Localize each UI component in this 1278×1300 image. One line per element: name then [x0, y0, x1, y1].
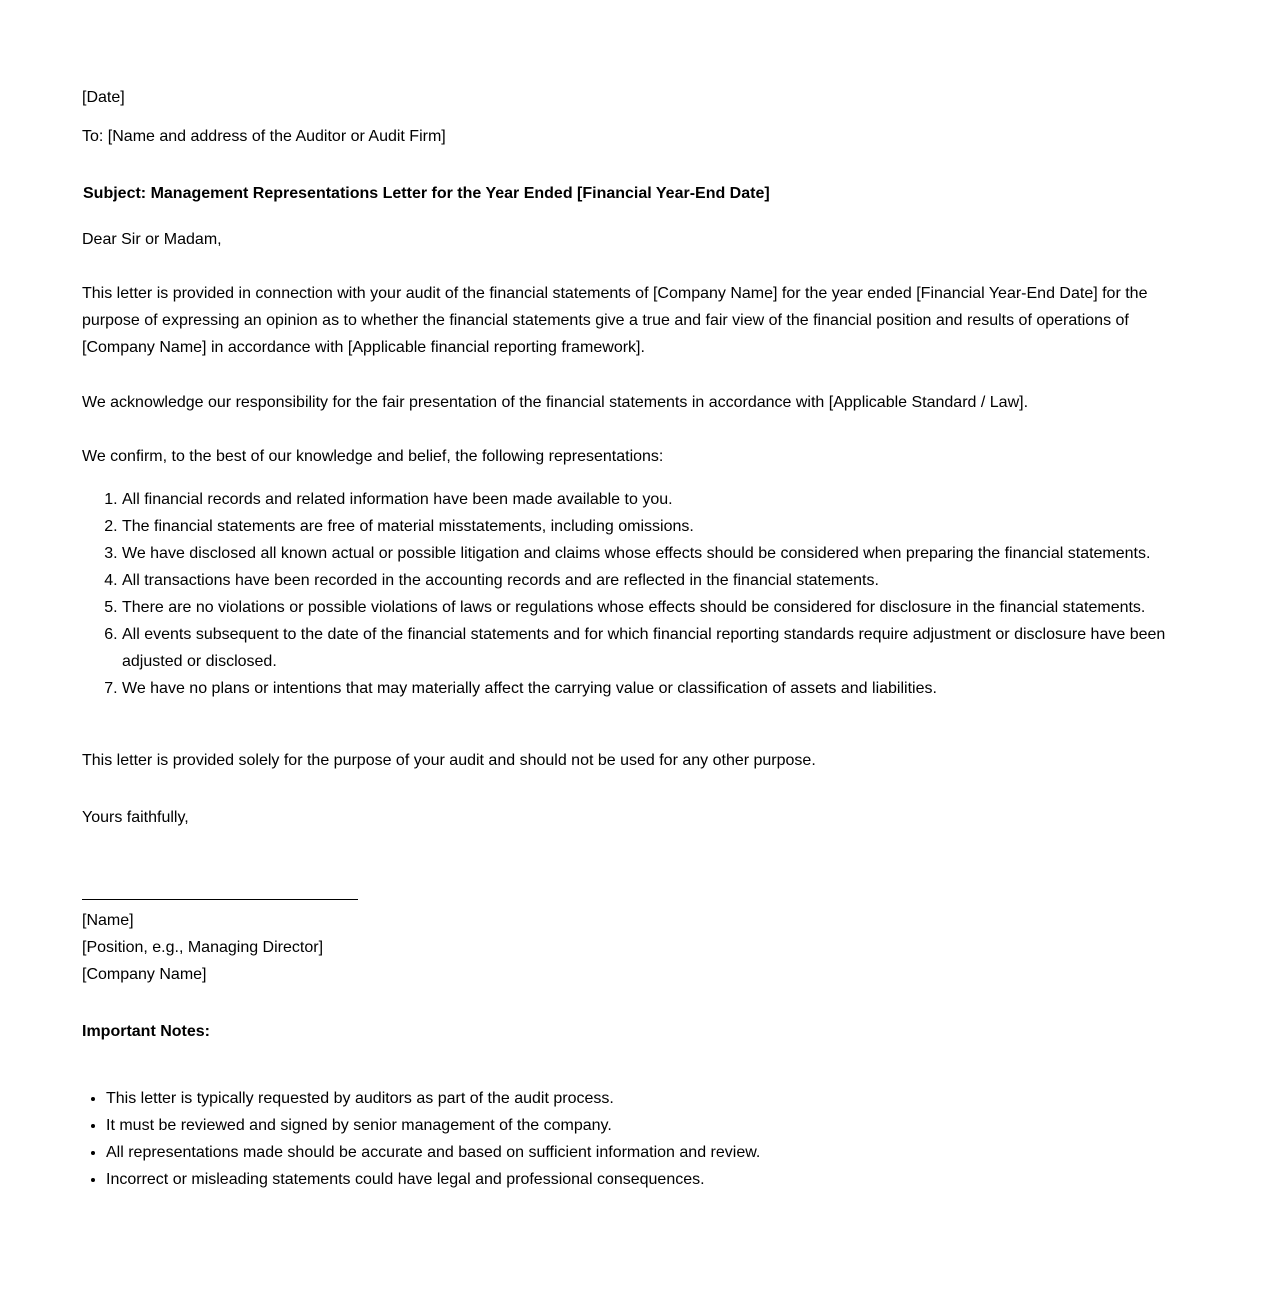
- list-item: 1. All financial records and related information have been made available to you.: [122, 486, 1182, 513]
- list-item: • Incorrect or misleading statements could have legal and professional consequences.: [106, 1166, 1106, 1193]
- letter-date: [Date]: [82, 89, 125, 106]
- notes-heading: Important Notes:: [82, 1023, 210, 1040]
- signature-line: [82, 899, 358, 900]
- list-item: • It must be reviewed and signed by senior management of the company.: [106, 1112, 1106, 1139]
- list-item: 7. We have no plans or intentions that may materially affect the carrying value or classification of assets and liabilities.: [122, 675, 1182, 702]
- list-item: • All representations made should be accurate and based on sufficient information and review.: [106, 1139, 1106, 1166]
- responsibility-paragraph: We acknowledge our responsibility for the fair presentation of the financial statements in accordance with [Applicable Standard / Law].: [82, 394, 1029, 411]
- list-item: 6. All events subsequent to the date of the financial statements and for which financial reporting standards require adjustment or disclosure have been adjusted or disclosed.: [122, 621, 1182, 675]
- salutation: Dear Sir or Madam,: [82, 231, 222, 248]
- notes-list: [82, 1085, 1106, 1193]
- list-item: 3. We have disclosed all known actual or possible litigation and claims whose effects should be considered when preparing the financial statements.: [122, 540, 1182, 567]
- purpose-paragraph: This letter is provided solely for the purpose of your audit and should not be used for any other purpose.: [82, 752, 816, 769]
- confirmation-paragraph: We confirm, to the best of our knowledge and belief, the following representations:: [82, 448, 664, 465]
- recipient-line: To: [Name and address of the Auditor or Audit Firm]: [82, 128, 446, 145]
- signatory-name: [Name]: [82, 912, 134, 929]
- list-item: 2. The financial statements are free of material misstatements, including omissions.: [122, 513, 1182, 540]
- list-item: 5. There are no violations or possible violations of laws or regulations whose effects should be considered for disclosure in the financial statements.: [122, 594, 1182, 621]
- closing-line: Yours faithfully,: [82, 809, 189, 826]
- signatory-position: [Position, e.g., Managing Director]: [82, 939, 324, 956]
- list-item: • This letter is typically requested by auditors as part of the audit process.: [106, 1085, 1106, 1112]
- list-item: 4. All transactions have been recorded in the accounting records and are reflected in the financial statements.: [122, 567, 1182, 594]
- signatory-company: [Company Name]: [82, 966, 207, 983]
- letter-subject: Subject: Management Representations Letter for the Year Ended [Financial Year-End Date]: [83, 185, 770, 202]
- intro-paragraph: This letter is provided in connection with your audit of the financial statements of [Company Name] for the year ended [Financial Year-End Date] for the purpose of expressing an opinion as to whether the financial statements give a true and fair view of the financial position and results of operations of [Company Name] in accordance with [Applicable financial reporting framework].: [82, 285, 1148, 356]
- representations-list: [82, 486, 1182, 702]
